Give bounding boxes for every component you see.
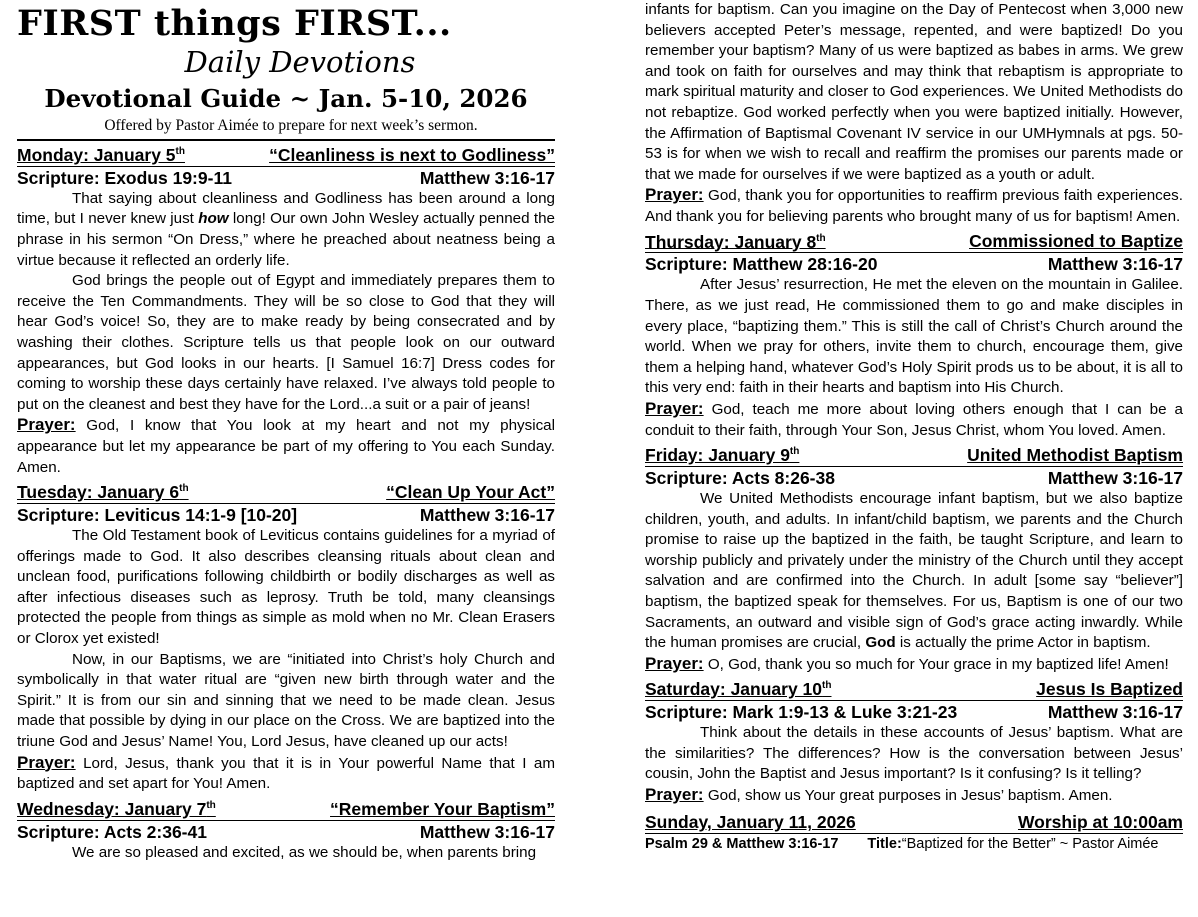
sunday-details: [645, 833, 1183, 854]
tuesday-prayer-label: Prayer:: [17, 752, 76, 772]
tuesday-paragraph-1: The Old Testament book of Leviticus contains guidelines for a myriad of offerings made to God. It also describes cleansing rituals about clean and unclean food, purifications following childbirth or bodily discharges as well as after infectious diseases such as leprosy. Truth be told, many cleansings protected the people from things as simple as mold when no Mr. Clean Erasers or Clorox yet existed!: [17, 526, 555, 647]
monday-day-suffix: th: [175, 146, 185, 157]
friday-prayer-label: Prayer:: [645, 653, 704, 673]
friday-scripture: Scripture: Acts 8:26-38: [645, 467, 835, 488]
saturday-paragraph-1: Think about the details in these accounts of Jesus’ baptism. What are the similarities? The differences? How is the conversation between Jesus’ cousin, John the Baptist and Jesus important? Is it confusing? Is it telling?: [645, 724, 1183, 783]
monday-prayer: [17, 415, 555, 478]
friday-day-suffix: th: [789, 446, 800, 458]
saturday-heading: [645, 675, 1183, 700]
monday-p1-emphasis: how: [198, 210, 229, 228]
tuesday-theme: “Clean Up Your Act”: [386, 481, 555, 502]
friday-day-text: Friday: January 9: [645, 444, 790, 465]
monday-heading: [17, 141, 555, 166]
tuesday-day-text: Tuesday: January 6: [17, 481, 180, 502]
tuesday-prayer-text: Lord, Jesus, thank you that it is in Your powerful Name that I am baptized and set apart for You! Amen.: [17, 754, 555, 793]
friday-prayer: [645, 654, 1183, 676]
saturday-prayer-text: God, show us Your great purposes in Jesus’ baptism. Amen.: [703, 786, 1113, 804]
saturday-reference: Matthew 3:16-17: [1047, 702, 1183, 723]
sunday-date: Sunday, January 11, 2026: [645, 812, 856, 833]
saturday-prayer: [645, 785, 1183, 807]
friday-theme: United Methodist Baptism: [967, 444, 1183, 465]
saturday-day: [645, 675, 831, 700]
tuesday-heading: [17, 478, 555, 503]
monday-prayer-label: Prayer:: [17, 415, 76, 435]
monday-p1-part-a: That saying about cleanliness and Godliness has been around a long time, but I never knew just: [17, 189, 555, 228]
newsletter-subtitle: Daily Devotions: [184, 45, 416, 79]
tuesday-day: [17, 478, 189, 503]
thursday-scripture-line: [645, 252, 1183, 275]
monday-scripture-line: [17, 166, 555, 189]
guide-heading: Devotional Guide ~ Jan. 5-10, 2026: [44, 84, 528, 113]
friday-p1-emphasis: God: [865, 634, 896, 652]
thursday-day: [645, 228, 826, 253]
friday-day: [645, 441, 799, 466]
wednesday-day: [17, 795, 216, 820]
thursday-prayer-text: God, teach me more about loving others enough that I can be a conduit to their faith, through Your Son, Jesus Christ, whom You loved. Amen.: [645, 400, 1183, 439]
wednesday-prayer-label: Prayer:: [645, 185, 704, 205]
wednesday-heading: [17, 795, 555, 820]
thursday-prayer: [645, 399, 1183, 441]
left-column: [17, 0, 555, 863]
saturday-prayer-label: Prayer:: [645, 784, 704, 804]
sermon-title: “Baptized for the Better” ~ Pastor Aimée: [901, 836, 1159, 853]
monday-day-text: Monday: January 5: [17, 144, 176, 165]
thursday-prayer-label: Prayer:: [645, 398, 704, 418]
wednesday-reference: Matthew 3:16-17: [419, 821, 555, 842]
right-column: [645, 0, 1183, 854]
friday-p1-part-c: is actually the prime Actor in baptism.: [895, 634, 1151, 652]
worship-time: Worship at 10:00am: [1017, 812, 1183, 833]
tuesday-prayer: [17, 753, 555, 795]
thursday-day-suffix: th: [816, 232, 826, 244]
tuesday-reference: Matthew 3:16-17: [419, 504, 555, 525]
friday-prayer-text: O, God, thank you so much for Your grace in my baptized life! Amen!: [703, 655, 1169, 673]
monday-paragraph-2: God brings the people out of Egypt and immediately prepares them to receive the Ten Commandments. They will be so close to God that they will hear God’s voice! So, they are to make ready by being consecrated and by washing their clothes. Scripture tells us that people look on our outward appearances, but God looks in our hearts. [I Samuel 16:7] Dress codes for coming to worship these days certainly have relaxed. I’ve always told people to put on the cleanest and best they have for the Lord...a suit or a pair of jeans!: [17, 272, 555, 413]
tuesday-day-suffix: th: [179, 483, 189, 495]
tuesday-scripture-line: [17, 503, 555, 526]
sunday-heading: [645, 812, 1183, 833]
wednesday-theme: “Remember Your Baptism”: [330, 798, 555, 819]
monday-scripture: Scripture: Exodus 19:9-11: [17, 167, 232, 188]
wednesday-prayer: [645, 185, 1183, 227]
sermon-title-label: Title:: [867, 836, 902, 853]
friday-scripture-line: [645, 466, 1183, 489]
offered-by-line: Offered by Pastor Aimée to prepare for next week’s sermon.: [104, 117, 478, 134]
wednesday-scripture-line: [17, 820, 555, 843]
monday-prayer-text: God, I know that You look at my heart and not my physical appearance but let my appearance be part of my offering to You each Sunday. Amen.: [17, 417, 555, 476]
wednesday-prayer-text: God, thank you for opportunities to reaffirm previous faith experiences. And thank you for believing parents who brought many of us for baptism! Amen.: [645, 187, 1183, 225]
saturday-day-text: Saturday: January 10: [645, 679, 823, 700]
friday-reference: Matthew 3:16-17: [1047, 467, 1183, 488]
saturday-theme: Jesus Is Baptized: [1036, 679, 1183, 700]
thursday-day-text: Thursday: January 8: [645, 231, 817, 252]
sunday-passages: Psalm 29 & Matthew 3:16-17: [645, 836, 839, 853]
monday-paragraph-1: [17, 189, 555, 271]
friday-p1-part-a: We United Methodists encourage infant baptism, but we also baptize children, youth, and adults. In infant/child baptism, we parents and the Church promise to raise up the baptized in the faith, be taught Scripture, and learn to worship publicly and privately under the ministry of the Church until they accept salvation and are confirmed into the Church. In adult [some say “believer”] baptism, the baptized speak for themselves. For us, Baptism is one of our two Sacraments, an outward and visible sign of God’s grace acting inwardly. While the human promises are crucial,: [645, 489, 1183, 652]
thursday-scripture: Scripture: Matthew 28:16-20: [645, 254, 878, 275]
wednesday-day-text: Wednesday: January 7: [17, 798, 207, 819]
monday-p1-part-b: long! Our own John Wesley actually penned the phrase in his sermon “On Dress,” where he preached about neatness being a virtue because it reflected an orderly life.: [17, 210, 555, 269]
newsletter-title: FIRST things FIRST...: [17, 3, 452, 44]
monday-reference: Matthew 3:16-17: [419, 167, 555, 188]
thursday-theme: Commissioned to Baptize: [969, 231, 1183, 252]
thursday-paragraph-1: After Jesus’ resurrection, He met the eleven on the mountain in Galilee. There, as we just read, He commissioned them to go and make disciples in every place, “baptizing them.” This is still the call of Christ’s Church around the world. When we pray for others, invite them to church, encourage them, give them a helping hand, whatever God’s Holy Spirit prods us to be about, it is all to this very end: faith in their hearts and baptism into His Church.: [645, 276, 1183, 397]
wednesday-paragraph-continued: infants for baptism. Can you imagine on the Day of Pentecost when 3,000 new believers accepted Peter’s message, repented, and were baptized! Do you remember your baptism? Many of us were baptized as babes in arms. We grew and took on faith for ourselves and may think that rebaptism is appropriate to mark spiritual maturity and closer to God experiences. We United Methodists do not rebaptize. God worked perfectly when you were baptized initially. However, the Affirmation of Baptismal Covenant IV service in our UMHymnals at pgs. 50-53 is for when we wish to recall and reaffirm the promises our parents made or that we made for ourselves if we were baptized as a youth or adult.: [645, 1, 1183, 183]
saturday-scripture: Scripture: Mark 1:9-13 & Luke 3:21-23: [645, 702, 958, 723]
wednesday-paragraph-1: We are so pleased and excited, as we should be, when parents bring: [72, 843, 537, 861]
thursday-heading: [645, 228, 1183, 253]
wednesday-scripture: Scripture: Acts 2:36-41: [17, 821, 207, 842]
friday-paragraph-1: [645, 489, 1183, 654]
saturday-day-suffix: th: [822, 680, 832, 692]
tuesday-paragraph-2: Now, in our Baptisms, we are “initiated into Christ’s holy Church and symbolically in that water ritual are “given new birth through water and the Spirit.” It is from our sin and sinning that we need to be made clean. Jesus made that possible by dying in our place on the Cross. We are baptized into the triune God and Jesus’ Name! You, Lord Jesus, have cleaned up our acts!: [17, 650, 555, 750]
thursday-reference: Matthew 3:16-17: [1047, 254, 1183, 275]
wednesday-day-suffix: th: [206, 799, 216, 811]
monday-day: [17, 141, 185, 166]
friday-heading: [645, 441, 1183, 466]
saturday-scripture-line: [645, 700, 1183, 723]
monday-theme: “Cleanliness is next to Godliness”: [269, 144, 555, 165]
tuesday-scripture: Scripture: Leviticus 14:1-9 [10-20]: [17, 504, 298, 525]
